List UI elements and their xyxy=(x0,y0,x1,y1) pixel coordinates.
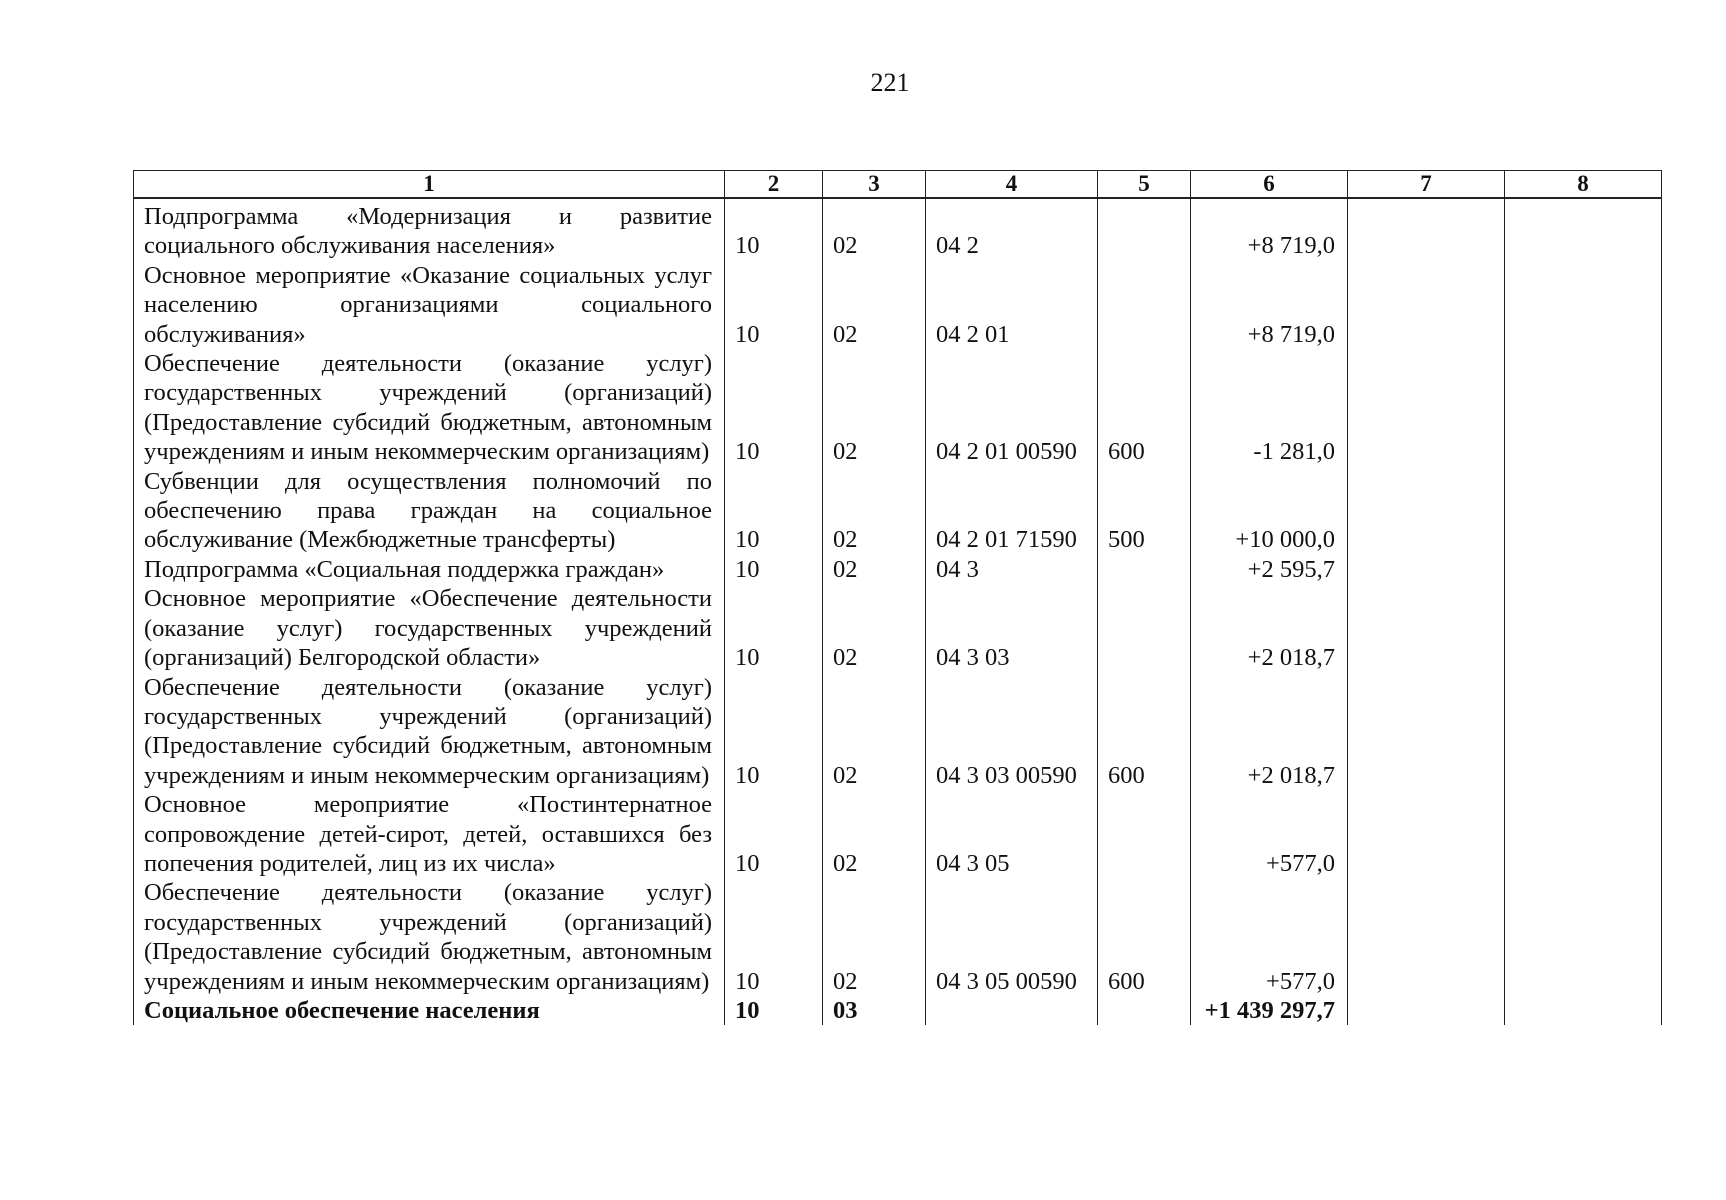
column-header-6: 6 xyxy=(1191,171,1348,199)
table-row xyxy=(134,349,1662,467)
row-description: Обеспечение деятельности (оказание услуг) государственных учреждений (организаций) (Предоставление субсидий бюджетным, автономным учреждениям и иным некоммерческим организациям) xyxy=(134,673,725,791)
row-expense-type xyxy=(1098,198,1191,261)
row-description: Обеспечение деятельности (оказание услуг) государственных учреждений (организаций) (Предоставление субсидий бюджетным, автономным учреждениям и иным некоммерческим организациям) xyxy=(134,878,725,996)
row-section: 10 xyxy=(725,996,823,1025)
row-target-article: 04 3 03 00590 xyxy=(926,673,1098,791)
row-subsection: 02 xyxy=(823,349,926,467)
row-col-8 xyxy=(1505,555,1662,584)
row-description: Подпрограмма «Модернизация и развитие социального обслуживания населения» xyxy=(134,198,725,261)
row-subsection: 02 xyxy=(823,584,926,672)
column-header-2: 2 xyxy=(725,171,823,199)
row-description: Субвенции для осуществления полномочий по обеспечению права граждан на социальное обслуживание (Межбюджетные трансферты) xyxy=(134,467,725,555)
row-target-article: 04 3 03 xyxy=(926,584,1098,672)
column-header-8: 8 xyxy=(1505,171,1662,199)
row-col-8 xyxy=(1505,790,1662,878)
row-target-article: 04 2 xyxy=(926,198,1098,261)
table-row xyxy=(134,467,1662,555)
row-col-7 xyxy=(1348,261,1505,349)
row-amount: +577,0 xyxy=(1191,878,1348,996)
row-subsection: 03 xyxy=(823,996,926,1025)
row-col-7 xyxy=(1348,790,1505,878)
row-target-article: 04 3 xyxy=(926,555,1098,584)
column-header-3: 3 xyxy=(823,171,926,199)
row-expense-type: 500 xyxy=(1098,467,1191,555)
row-amount: +2 018,7 xyxy=(1191,584,1348,672)
row-col-8 xyxy=(1505,878,1662,996)
table-body xyxy=(134,198,1662,1025)
row-expense-type: 600 xyxy=(1098,878,1191,996)
row-section: 10 xyxy=(725,261,823,349)
row-expense-type xyxy=(1098,996,1191,1025)
row-description: Основное мероприятие «Обеспечение деятельности (оказание услуг) государственных учреждений (организаций) Белгородской области» xyxy=(134,584,725,672)
row-col-7 xyxy=(1348,673,1505,791)
table-header-row xyxy=(134,171,1662,199)
row-target-article: 04 3 05 xyxy=(926,790,1098,878)
row-target-article: 04 2 01 00590 xyxy=(926,349,1098,467)
row-amount: +8 719,0 xyxy=(1191,261,1348,349)
row-section: 10 xyxy=(725,584,823,672)
row-subsection: 02 xyxy=(823,467,926,555)
row-section: 10 xyxy=(725,198,823,261)
row-expense-type xyxy=(1098,555,1191,584)
row-expense-type xyxy=(1098,261,1191,349)
row-amount: +10 000,0 xyxy=(1191,467,1348,555)
row-col-7 xyxy=(1348,878,1505,996)
row-col-7 xyxy=(1348,349,1505,467)
row-description: Основное мероприятие «Постинтернатное сопровождение детей-сирот, детей, оставшихся без попечения родителей, лиц из их числа» xyxy=(134,790,725,878)
row-subsection: 02 xyxy=(823,555,926,584)
row-col-8 xyxy=(1505,467,1662,555)
row-subsection: 02 xyxy=(823,261,926,349)
column-header-1: 1 xyxy=(134,171,725,199)
row-section: 10 xyxy=(725,673,823,791)
row-amount: -1 281,0 xyxy=(1191,349,1348,467)
row-target-article xyxy=(926,996,1098,1025)
row-amount: +577,0 xyxy=(1191,790,1348,878)
row-section: 10 xyxy=(725,790,823,878)
table-row xyxy=(134,790,1662,878)
row-col-7 xyxy=(1348,996,1505,1025)
row-expense-type: 600 xyxy=(1098,673,1191,791)
row-col-7 xyxy=(1348,584,1505,672)
table-row xyxy=(134,878,1662,996)
row-subsection: 02 xyxy=(823,673,926,791)
row-col-7 xyxy=(1348,555,1505,584)
row-col-8 xyxy=(1505,584,1662,672)
row-target-article: 04 2 01 71590 xyxy=(926,467,1098,555)
table-row xyxy=(134,673,1662,791)
row-col-7 xyxy=(1348,467,1505,555)
row-amount: +2 018,7 xyxy=(1191,673,1348,791)
row-col-8 xyxy=(1505,349,1662,467)
row-expense-type: 600 xyxy=(1098,349,1191,467)
row-section: 10 xyxy=(725,467,823,555)
row-expense-type xyxy=(1098,790,1191,878)
row-col-8 xyxy=(1505,996,1662,1025)
row-subsection: 02 xyxy=(823,878,926,996)
row-col-8 xyxy=(1505,261,1662,349)
row-amount: +1 439 297,7 xyxy=(1191,996,1348,1025)
row-expense-type xyxy=(1098,584,1191,672)
column-header-5: 5 xyxy=(1098,171,1191,199)
row-col-7 xyxy=(1348,198,1505,261)
table-row xyxy=(134,261,1662,349)
row-amount: +8 719,0 xyxy=(1191,198,1348,261)
row-description: Основное мероприятие «Оказание социальных услуг населению организациями социального обслуживания» xyxy=(134,261,725,349)
row-section: 10 xyxy=(725,878,823,996)
row-col-8 xyxy=(1505,673,1662,791)
row-target-article: 04 3 05 00590 xyxy=(926,878,1098,996)
row-section: 10 xyxy=(725,349,823,467)
table-row xyxy=(134,996,1662,1025)
table-row xyxy=(134,584,1662,672)
budget-table xyxy=(133,170,1662,1025)
row-description: Социальное обеспечение населения xyxy=(134,996,725,1025)
row-target-article: 04 2 01 xyxy=(926,261,1098,349)
column-header-7: 7 xyxy=(1348,171,1505,199)
row-subsection: 02 xyxy=(823,198,926,261)
table-row xyxy=(134,198,1662,261)
row-amount: +2 595,7 xyxy=(1191,555,1348,584)
row-description: Обеспечение деятельности (оказание услуг) государственных учреждений (организаций) (Предоставление субсидий бюджетным, автономным учреждениям и иным некоммерческим организациям) xyxy=(134,349,725,467)
row-description: Подпрограмма «Социальная поддержка граждан» xyxy=(134,555,725,584)
row-col-8 xyxy=(1505,198,1662,261)
row-section: 10 xyxy=(725,555,823,584)
row-subsection: 02 xyxy=(823,790,926,878)
table-row xyxy=(134,555,1662,584)
page-number: 221 xyxy=(870,68,910,97)
column-header-4: 4 xyxy=(926,171,1098,199)
